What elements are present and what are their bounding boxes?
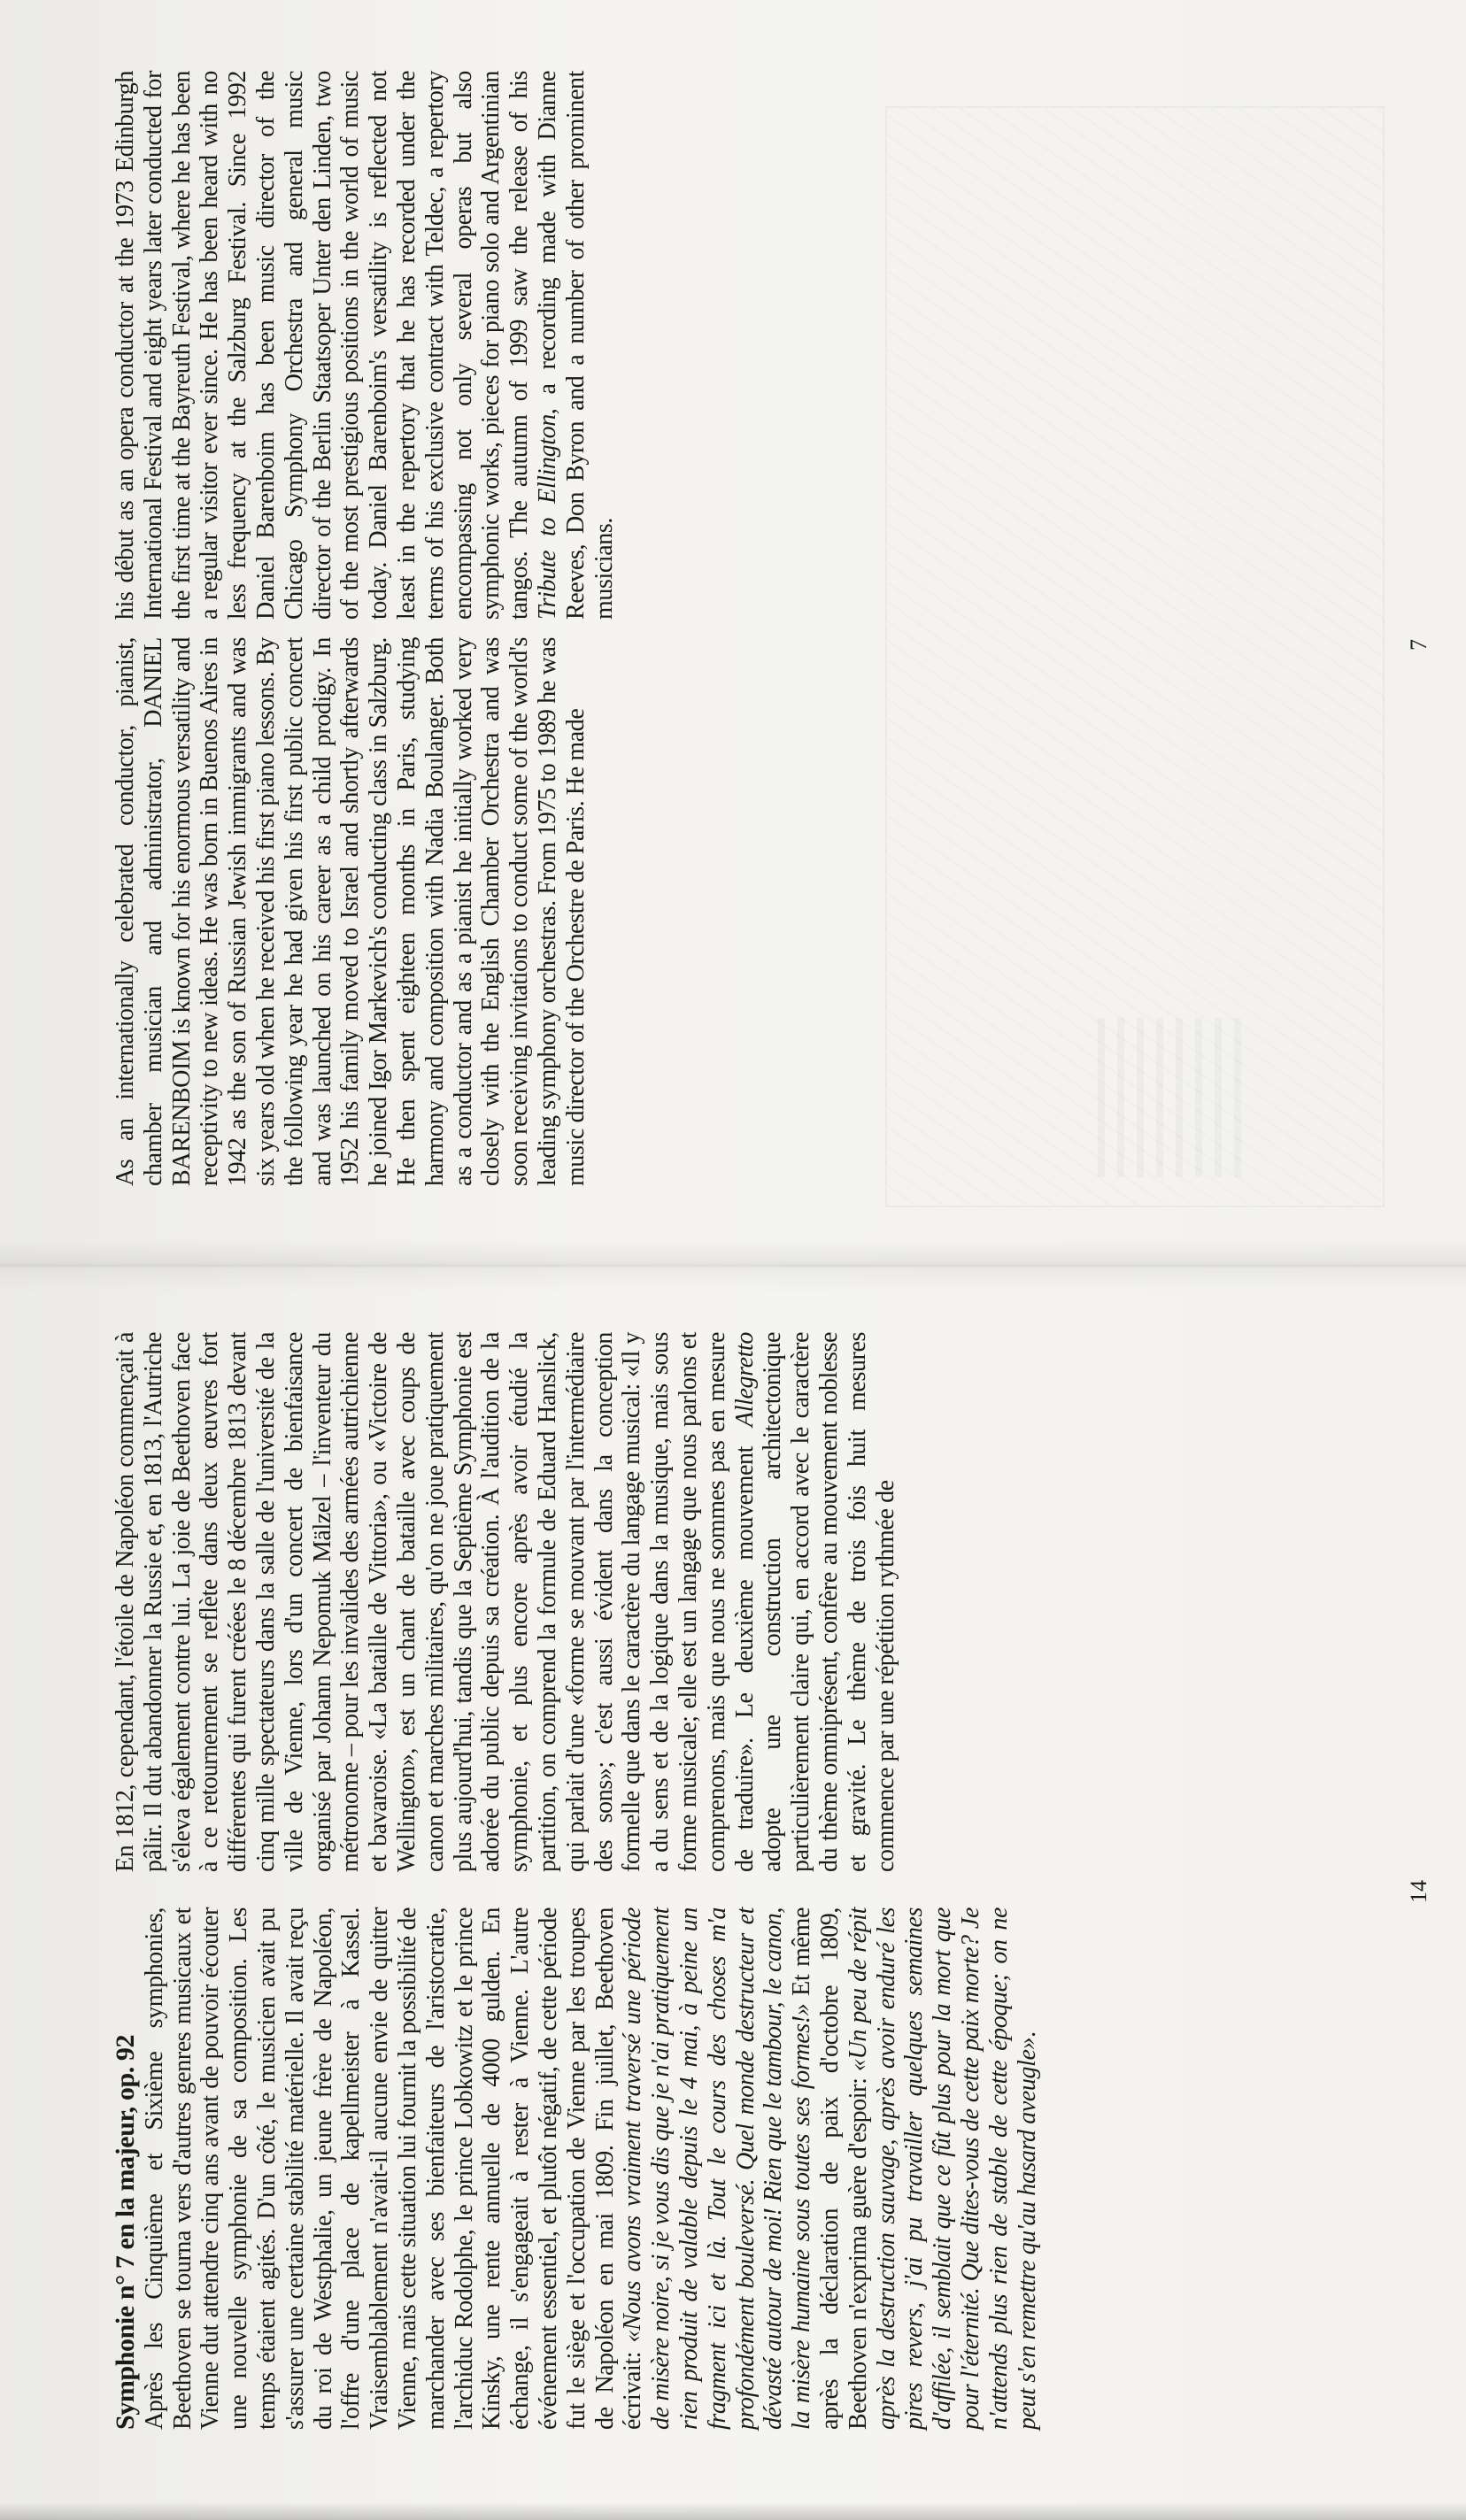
notes-text-2a: En 1812, cependant, l'étoile de Napoléon commençait à pâlir. Il dut abandonner la Russie et, en 1813, l'Autriche s'éleva également contre lui. La joie de Beethoven face à ce retournement se reflète dans deux œuvres fort différentes qui furent créées le 8 décembre 1813 devant cinq mille spectateurs dans la salle de l'université de la ville de Vienne, lors d'un concert de bienfaisance organisé par Johann Nepomuk Mälzel – l'inventeur du métronome – pour les invalides des armées autrichienne et bavaroise. «La bataille de Vittoria», ou «Victoire de Wellington», est un chant de bataille avec coups de canon et marches militaires, qu'on ne joue pratiquement plus aujourd'hui, tandis que la Septième Symphonie est adorée du public depuis sa création. À l'audition de la symphonie, et plus encore après avoir étudié la partition, on comprend la formule de Eduard Hanslick, qui parlait d'une «forme se mouvant par l'intermédiaire des sons»; c'est aussi évident dans la conception formelle que dans le caractère du langage musical: «Il y a du sens et de la logique dans la musique, mais sous forme musicale; elle est un langage que nous parlons et comprenons, mais que nous ne sommes pas en mesure de traduire». Le deuxième mouvement — [112, 1332, 759, 1872]
album-title: Tribute to Ellington — [533, 414, 561, 620]
page-14 — [112, 1288, 1386, 2430]
biography-text-2b: , a recording made with Dianne Reeves, Don Byron and a number of other prominent musicians. — [533, 71, 618, 620]
page-number-7: 7 — [1406, 639, 1431, 651]
biography-text-2 — [112, 71, 618, 620]
section-heading: Symphonie n° 7 en la majeur, op. 92 — [111, 2034, 140, 2430]
biography-column-1 — [112, 637, 590, 1186]
notes-mid: Et même après la déclaration de paix d'octobre 1809, Beethoven n'exprima guère d'espoir: — [788, 1907, 872, 2430]
notes-column-1 — [112, 1907, 1041, 2430]
biography-text-2a: his début as an opera conductor at the 1973 Edinburgh International Festival and eight years later conducted for the first time at the Bayreuth Festival, where he has been a regular visitor ever since. He has been heard with no less frequency at the Salzburg Festival. Since 1992 Daniel Barenboim has been music director of the Chicago Symphony Orchestra and general music director of the Berlin Staatsoper Unter den Linden, two of the most prestigious positions in the world of music today. Daniel Barenboim's versatility is reflected not least in the repertory that he has recorded under the terms of his exclusive contract with Teldec, a repertory encompassing not only several operas but also symphonic works, pieces for piano solo and Argentinian tangos. The autumn of 1999 saw the release of his — [112, 71, 534, 620]
notes-text-2b: adopte une construction architectonique particulièrement claire qui, en accord avec le caractère du thème omniprésent, confère au mouvement noblesse et gravité. Le thème de trois fois huit mesures commence par une répétition rythmée de — [759, 1332, 899, 1872]
notes-paragraph-1 — [112, 1907, 1041, 2430]
page-7 — [112, 71, 1386, 1186]
notes-paragraph-2 — [112, 1332, 899, 1872]
quote-2: «Un peu de répit après la destruction sauvage, après avoir enduré les pires revers, j'ai pu travailler quelques semaines d'affilée, il semblait que ce fût plus pour la mort que pour l'éternité. Que dites-vous de cette paix morte? Je n'attends plus rien de stable de cette époque; on ne peut s'en remettre qu'au hasard aveugle» — [844, 1907, 1041, 2430]
page-number-14: 14 — [1406, 1880, 1431, 1903]
scan-edge — [0, 2502, 1466, 2520]
biography-text-1: As an internationally celebrated conductor, pianist, chamber musician and administrator, DANIEL BARENBOIM is known for his enormous versatility and receptivity to new ideas. He was born in Buenos Aires in 1942 as the son of Russian Jewish immigrants and was six years old when he received his first piano lessons. By the following year he had given his first public concert and was launched on his career as a child prodigy. In 1952 his family moved to Israel and shortly afterwards he joined Igor Markevich's conducting class in Salzburg. He then spent eighteen months in Paris, studying harmony and composition with Nadia Boulanger. Both as a conductor and as a pianist he initially worked very closely with the English Chamber Orchestra and was soon receiving invitations to conduct some of the world's leading symphony orchestras. From 1975 to 1989 he was music director of the Orchestre de Paris. He made — [112, 637, 590, 1186]
page-fold — [0, 1239, 1466, 1292]
movement-name: Allegretto — [730, 1332, 759, 1427]
quote-1: «Nous avons vraiment traversé une période de misère noire, si je vous dis que je n'ai pratiquement rien produit de valable depuis le 4 mai, à peine un fragment ici et là. Tout le cours des choses m'a profondément bouleversé. Quel monde destructeur et dévasté autour de moi! Rien que le tambour, le canon, la misère humaine sous toutes ses formes!» — [619, 1907, 816, 2430]
notes-end: . — [1013, 2031, 1041, 2038]
notes-intro: Après les Cinquième et Sixième symphonies, Beethoven se tourna vers d'autres genres musicaux et Vienne dut attendre cinq ans avant de pouvoir écouter une nouvelle symphonie de sa composition. Les temps étaient agités. D'un côté, le musicien avait pu s'assurer une certaine stabilité matérielle. Il avait reçu du roi de Westphalie, un jeune frère de Napoléon, l'offre d'une place de kapellmeister à Kassel. Vraisemblablement n'avait-il aucune envie de quitter Vienne, mais cette situation lui fournit la possibilité de marchander avec ses bienfaiteurs de l'aristocratie, l'archiduc Rodolphe, le prince Lobkowitz et le prince Kinsky, une rente annuelle de 4000 gulden. En échange, il s'engageait à rester à Vienne. L'autre événement essentiel, et plutôt négatif, de cette période fut le siège et l'occupation de Vienne par les troupes de Napoléon en mai 1809. Fin juillet, Beethoven écrivait: — [140, 1907, 647, 2430]
notes-column-2 — [112, 1332, 899, 1872]
biography-column-2 — [112, 71, 618, 620]
